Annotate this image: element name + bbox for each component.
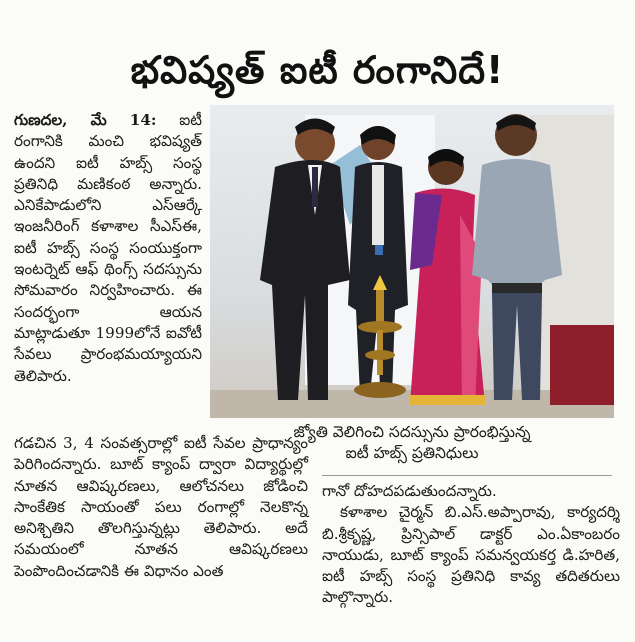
podium [550, 325, 614, 405]
article-text-right-2: కళాశాల చైర్మన్ బి.ఎస్.అప్పారావు, కార్యదర్శి బి.శ్రీకృష్ణ, ప్రిన్సిపాల్ డాక్టర్ ఎం.ఏకాంబరం నాయుడు, బూట్ క్యాంప్ సమన్వయకర్త డి.హరిత, ఐటీ హబ్స్ సంస్థ ప్రతినిధి కావ్య తదితరులు పాల్గొన్నారు. [322, 503, 620, 607]
headline: భవిష్యత్ ఐటీ రంగానిదే! [130, 48, 505, 92]
article-text-left: గడచిన 3, 4 సంవత్సరాల్లో ఐటీ సేవల ప్రాధాన్యం పెరిగిందన్నారు. బూట్ క్యాంప్ ద్వారా విద్యార్థుల్లో నూతన ఆవిష్కరణలు, ఆలోచనలు జోడించి సాంకేతిక సాయంతో పలు రంగాల్లో నెలకొన్న అనిశ్చితిని తొలగిస్తున్నట్లు తెలిపారు. అదే సమయంలో నూతన ఆవిష్కరణలు పెంపొందించడానికి ఈ విధానం ఎంత [14, 434, 308, 580]
caption-line-1: జ్యోతి వెలిగించి సదస్సును ప్రారంభిస్తున్న [293, 423, 531, 441]
article-column-right [322, 481, 620, 609]
article-column-left [14, 433, 308, 582]
article-text-top: ఐటీ రంగానికి మంచి భవిష్యత్ ఉందని ఐటీ హబ్స్ సంస్థ ప్రతినిధి మణికంఠ అన్నారు. ఎనికేపాడులోని ఎస్ఆర్కే ఇంజనీరింగ్ కళాశాల సీఎస్ఈ, ఐటీ హబ్స్ సంస్థ సంయుక్తంగా ఇంటర్నెట్ ఆఫ్ థింగ్స్ సదస్సును సోమవారం నిర్వహించారు. ఈ సందర్భంగా ఆయన మాట్లాడుతూ 1999లోనే ఐవోటీ సేవలు ప్రారంభమయ్యాయని తెలిపారు. [14, 111, 202, 385]
dateline: గుణదల, మే 14: [14, 111, 157, 129]
divider-rule [322, 475, 612, 476]
lamp-lighting-photo [210, 105, 614, 418]
article-column-top [14, 110, 202, 387]
caption-line-2: ఐటీ హబ్స్ ప్రతినిధులు [345, 444, 479, 462]
news-photo [210, 105, 614, 418]
article-text-right-1: గానో దోహదపడుతుందన్నారు. [322, 482, 497, 500]
